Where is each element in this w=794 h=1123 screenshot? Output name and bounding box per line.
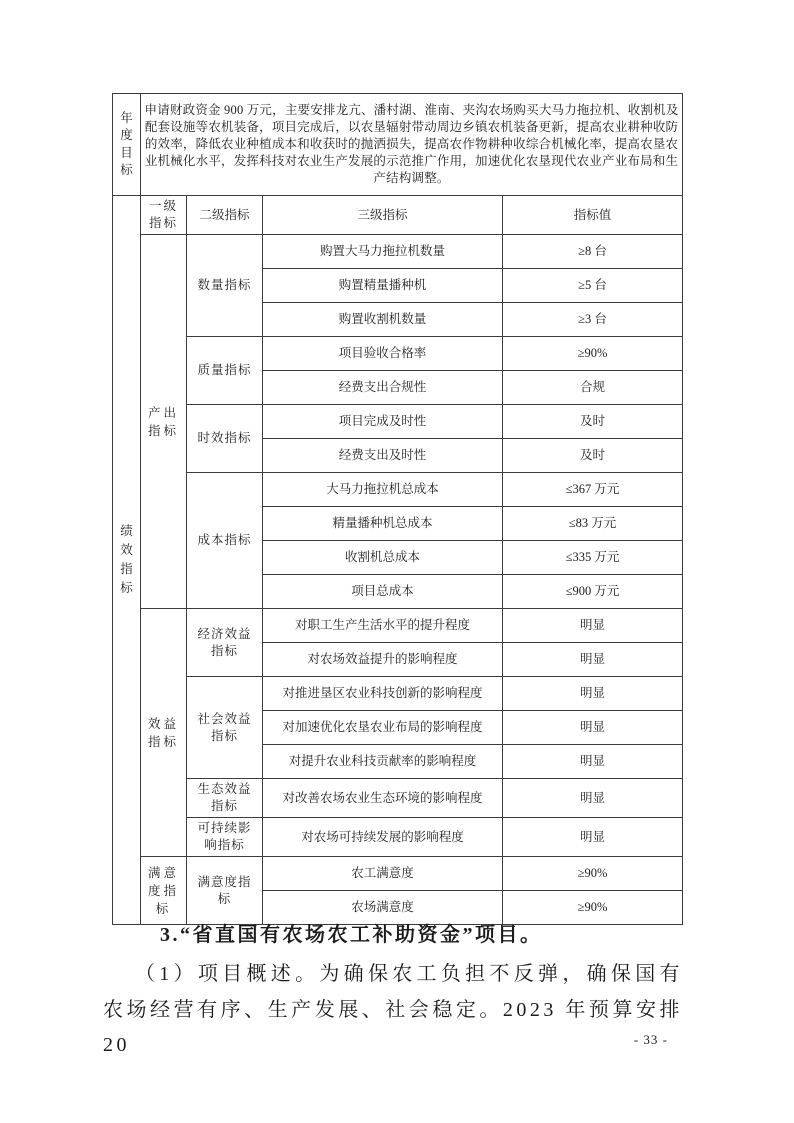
level2-cell	[187, 677, 263, 779]
level3-cell: 购置收割机数量	[263, 303, 503, 337]
level2-cell	[187, 779, 263, 818]
table-row	[113, 677, 683, 711]
value-cell: 明显	[503, 677, 683, 711]
level2-cell	[187, 337, 263, 405]
table-row	[113, 609, 683, 643]
value-cell: 明显	[503, 779, 683, 818]
header-level1-text: 一级指标	[148, 199, 178, 230]
section-paragraph: （1）项目概述。为确保农工负担不反弹，确保国有农场经营有序、生产发展、社会稳定。2023 年预算安排 20	[103, 963, 683, 1056]
level2-cell	[187, 405, 263, 473]
level1-cell	[141, 857, 187, 925]
annual-goal-label-text: 年度目标	[120, 110, 133, 177]
annual-goal-row	[113, 94, 683, 196]
level3-cell: 购置精量播种机	[263, 269, 503, 303]
value-cell: ≤900 万元	[503, 575, 683, 609]
level3-cell: 经费支出及时性	[263, 439, 503, 473]
level2-text: 时效指标	[197, 431, 252, 445]
level3-cell: 大马力拖拉机总成本	[263, 473, 503, 507]
level1-text: 效益指标	[147, 716, 179, 749]
level2-text: 成本指标	[197, 533, 252, 547]
level3-cell: 项目完成及时性	[263, 405, 503, 439]
value-cell: 合规	[503, 371, 683, 405]
level2-cell	[187, 857, 263, 925]
value-cell: ≤83 万元	[503, 507, 683, 541]
annual-goal-text: 申请财政资金 900 万元，主要安排龙亢、潘村湖、淮南、夹沟农场购买大马力拖拉机、收割机及配套设施等农机装备，项目完成后，以农垦辐射带动周边乡镇农机装备更新，提高农业耕种收防的效率，降低农业种植成本和收获时的抛洒损失，提高农作物耕种收综合机械化率，提高农垦农业机械化水平，发挥科技对农业生产发展的示范推广作用，加速优化农垦现代农业产业布局和生产结构调整。	[141, 94, 683, 196]
annual-goal-label	[113, 94, 141, 196]
level3-cell: 对加速优化农垦农业布局的影响程度	[263, 711, 503, 745]
page-number: - 33 -	[633, 1032, 668, 1047]
table-row	[113, 405, 683, 439]
value-cell: 明显	[503, 711, 683, 745]
level2-text: 满意度指标	[197, 874, 252, 906]
table-row	[113, 337, 683, 371]
value-cell: ≥90%	[503, 891, 683, 925]
value-cell: ≥5 台	[503, 269, 683, 303]
value-cell: ≥3 台	[503, 303, 683, 337]
level1-cell	[141, 235, 187, 609]
performance-indicator-table	[112, 93, 683, 925]
value-cell: 明显	[503, 745, 683, 779]
level3-cell: 对职工生产生活水平的提升程度	[263, 609, 503, 643]
table-row	[113, 779, 683, 818]
level3-cell: 精量播种机总成本	[263, 507, 503, 541]
value-cell: 及时	[503, 439, 683, 473]
level3-cell: 农场满意度	[263, 891, 503, 925]
side-label-text: 绩效指标	[120, 524, 133, 595]
level2-text: 质量指标	[197, 363, 252, 377]
value-cell: 明显	[503, 818, 683, 857]
level2-cell	[187, 235, 263, 337]
level1-text: 满意度指标	[147, 865, 179, 916]
value-cell: ≥90%	[503, 857, 683, 891]
level3-cell: 对农场效益提升的影响程度	[263, 643, 503, 677]
level2-text: 经济效益指标	[197, 626, 252, 658]
level3-cell: 项目验收合格率	[263, 337, 503, 371]
level3-cell: 购置大马力拖拉机数量	[263, 235, 503, 269]
table-row	[113, 818, 683, 857]
value-cell: 及时	[503, 405, 683, 439]
value-cell: 明显	[503, 609, 683, 643]
level2-text: 生态效益指标	[197, 782, 252, 813]
level1-text: 产出指标	[147, 405, 179, 438]
level2-cell	[187, 609, 263, 677]
level2-cell	[187, 818, 263, 857]
value-cell: ≥8 台	[503, 235, 683, 269]
table-header-row	[113, 196, 683, 235]
level2-text: 社会效益指标	[197, 711, 252, 743]
value-cell: ≥90%	[503, 337, 683, 371]
level1-cell	[141, 609, 187, 857]
level3-cell: 项目总成本	[263, 575, 503, 609]
value-cell: ≤367 万元	[503, 473, 683, 507]
header-level2: 二级指标	[187, 196, 263, 235]
value-cell: ≤335 万元	[503, 541, 683, 575]
level3-cell: 经费支出合规性	[263, 371, 503, 405]
table-row	[113, 235, 683, 269]
header-level1	[141, 196, 187, 235]
level3-cell: 收割机总成本	[263, 541, 503, 575]
level3-cell: 对提升农业科技贡献率的影响程度	[263, 745, 503, 779]
level2-text: 可持续影响指标	[197, 821, 252, 852]
level3-cell: 对改善农场农业生态环境的影响程度	[263, 779, 503, 818]
value-cell: 明显	[503, 643, 683, 677]
header-value: 指标值	[503, 196, 683, 235]
table-row	[113, 473, 683, 507]
level2-cell	[187, 473, 263, 609]
section-heading: 3.“省直国有农场农工补助资金”项目。	[160, 924, 543, 946]
side-label-cell	[113, 196, 141, 925]
header-level3: 三级指标	[263, 196, 503, 235]
level3-cell: 对推进垦区农业科技创新的影响程度	[263, 677, 503, 711]
level3-cell: 对农场可持续发展的影响程度	[263, 818, 503, 857]
level3-cell: 农工满意度	[263, 857, 503, 891]
table-row	[113, 857, 683, 891]
level2-text: 数量指标	[197, 278, 252, 292]
